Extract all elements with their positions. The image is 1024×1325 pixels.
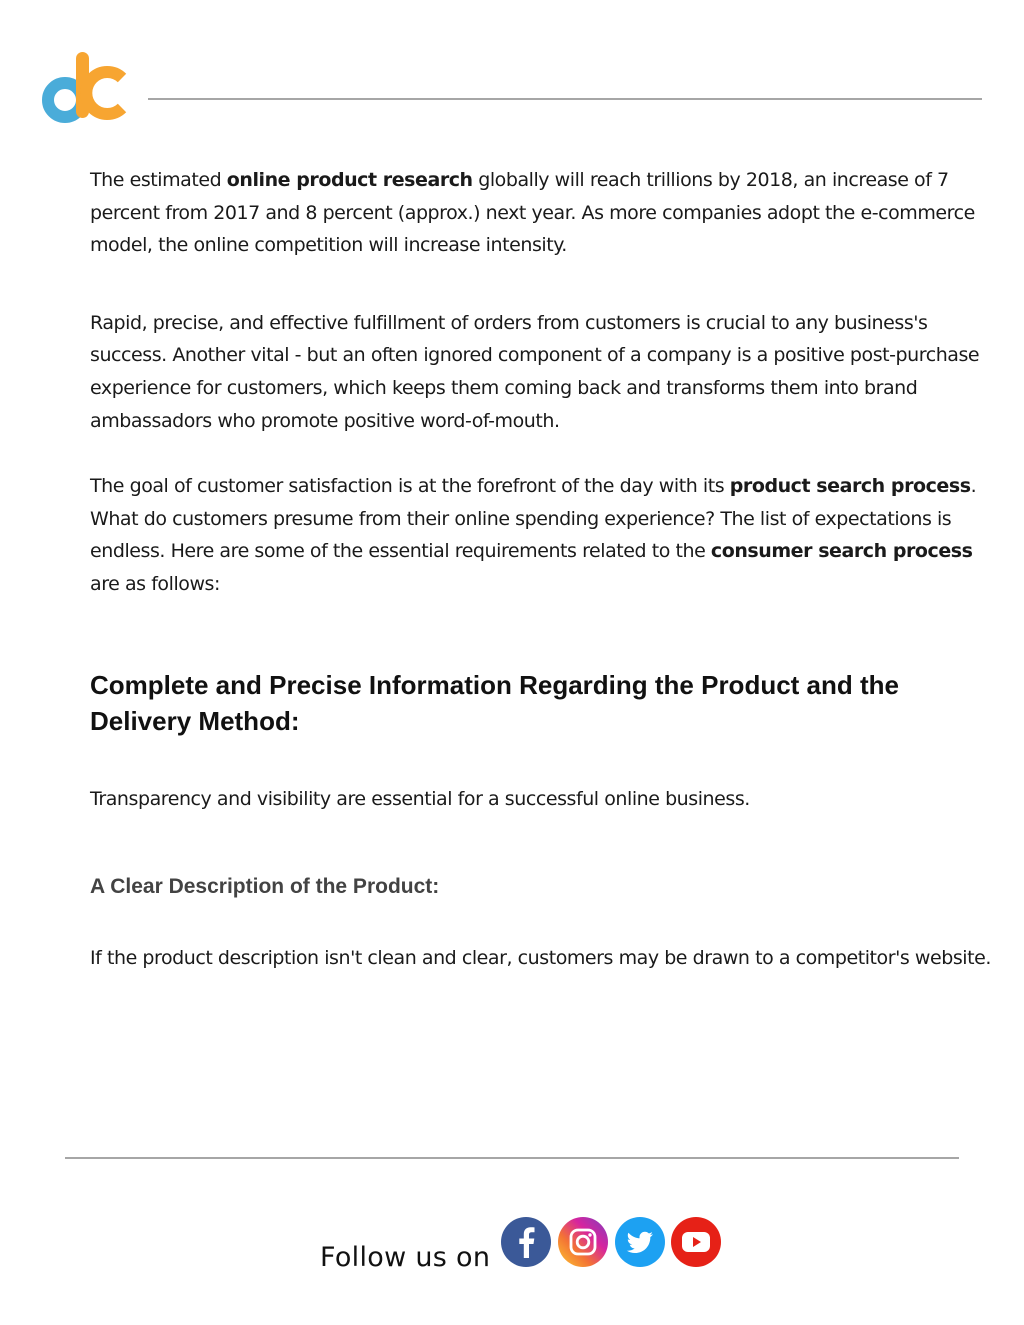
paragraph-transparency: Transparency and visibility are essential for a successful online business. [90, 787, 750, 810]
dc-logo-icon [38, 50, 132, 126]
subsection-heading: A Clear Description of the Product: [90, 875, 440, 899]
paragraph-fulfillment: Rapid, precise, and effective fulfillment of orders from customers is crucial to any business's success. Another vital - but an often ignored component of a company is a positive post-purchase experience for customers, which keeps them coming back and transforms them into brand ambassadors who promote positive word-of-mouth. [90, 311, 980, 432]
text-span: are as follows: [90, 572, 220, 595]
text-span: globally will reach trillions by 2018, an increase of 7 percent from 2017 and 8 percent (approx.) next year. As more companies adopt the e-commerce model, the online competition will increase intensity. [90, 169, 975, 257]
facebook-icon[interactable] [500, 1216, 552, 1268]
follow-us-label: Follow us on [320, 1242, 491, 1273]
text-span: The estimated [90, 169, 227, 191]
bold-consumer-search-process: consumer search process [710, 540, 973, 563]
paragraph-description: If the product description isn't clean and clear, customers may be drawn to a competitor's website. [90, 947, 991, 970]
footer-divider [65, 1157, 959, 1159]
section-heading: Complete and Precise Information Regarding the Product and the Delivery Method: [90, 669, 899, 736]
youtube-icon[interactable] [670, 1216, 722, 1268]
text-span: . What do customers presume from their online spending experience? The list of expectations is endless. Here are some of the essential requirements related to the [90, 475, 977, 563]
paragraph-satisfaction [90, 470, 995, 600]
bold-link-online-product-research: online product research [226, 169, 473, 191]
paragraph-intro [90, 164, 995, 262]
bold-product-search-process: product search process [729, 475, 971, 498]
instagram-icon[interactable] [557, 1216, 609, 1268]
text-span: The goal of customer satisfaction is at the forefront of the day with its [90, 475, 730, 498]
header-divider [148, 98, 982, 100]
article-body [90, 164, 995, 975]
twitter-icon[interactable] [614, 1216, 666, 1268]
